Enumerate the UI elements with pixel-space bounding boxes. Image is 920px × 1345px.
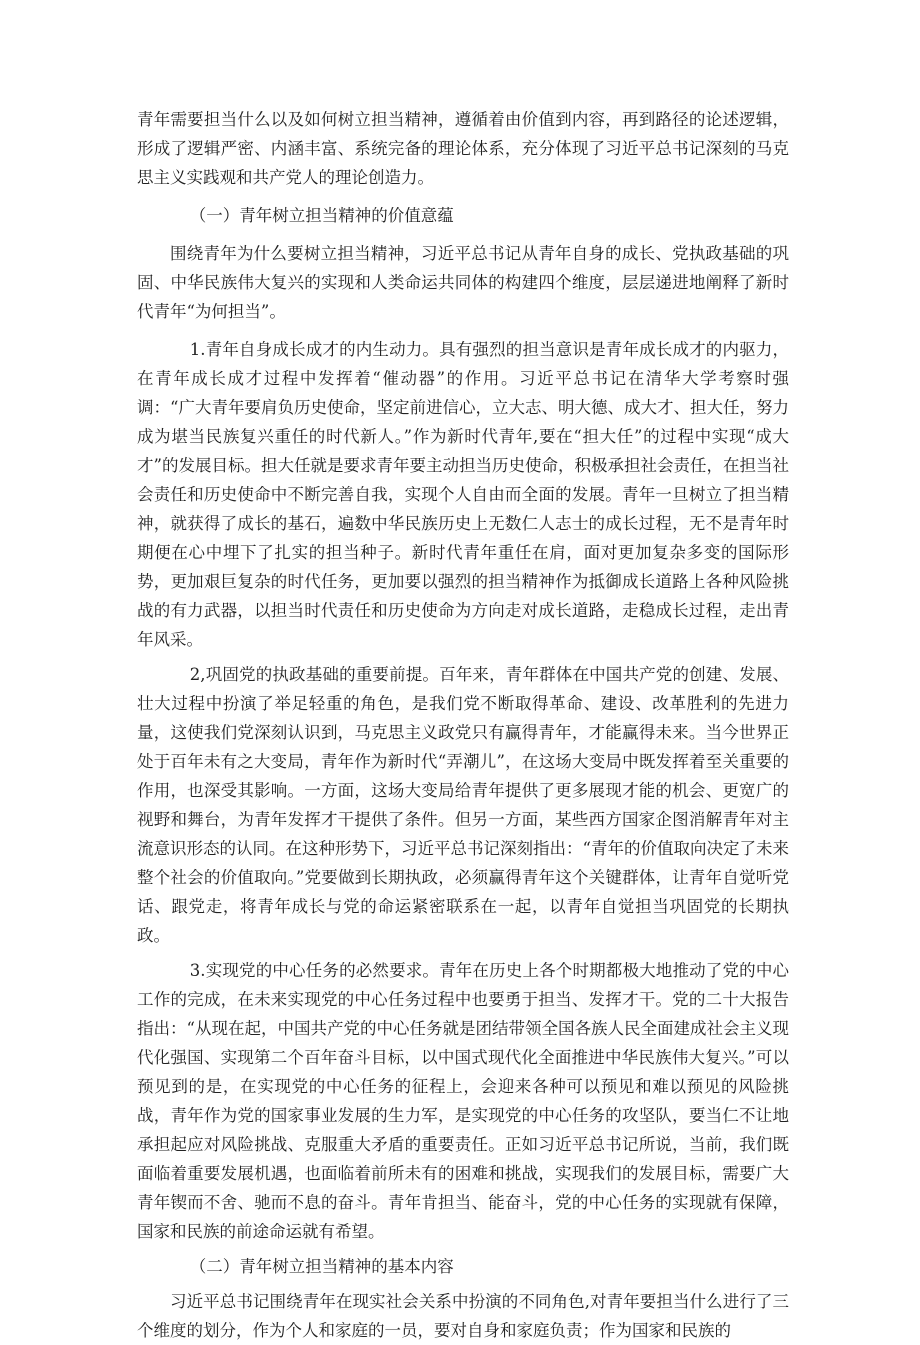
paragraph-point-3: 3.实现党的中心任务的必然要求。青年在历史上各个时期都极大地推动了党的中心工作的完成，在未来实现党的中心任务过程中也要勇于担当、发挥才干。党的二十大报告指出：“从现在起，中国共产党的中心任务就是团结带领全国各族人民全面建成社会主义现代化强国、实现第二个百年奋斗目标，以中国式现代化全面推进中华民族伟大复兴。”可以预见到的是，在实现党的中心任务的征程上，会迎来各种可以预见和难以预见的风险挑战，青年作为党的国家事业发展的生力军，是实现党的中心任务的攻坚队，要当仁不让地承担起应对风险挑战、克服重大矛盾的重要责任。正如习近平总书记所说，当前，我们既面临着重要发展机遇，也面临着前所未有的困难和挑战，实现我们的发展目标，需要广大青年锲而不舍、驰而不息的奋斗。青年肯担当、能奋斗，党的中心任务的实现就有保障，国家和民族的前途命运就有希望。 xyxy=(137,961,789,1241)
paragraph-section-1-intro: 围绕青年为什么要树立担当精神，习近平总书记从青年自身的成长、党执政基础的巩固、中华民族伟大复兴的实现和人类命运共同体的构建四个维度，层层递进地阐释了新时代青年“为何担当”。 xyxy=(137,244,789,321)
paragraph-point-2: 2,巩固党的执政基础的重要前提。百年来，青年群体在中国共产党的创建、发展、壮大过程中扮演了举足轻重的角色，是我们党不断取得革命、建设、改革胜利的先进力量，这使我们党深刻认识到，马克思主义政党只有赢得青年，才能赢得未来。当今世界正处于百年未有之大变局，青年作为新时代“弄潮儿”，在这场大变局中既发挥着至关重要的作用，也深受其影响。一方面，这场大变局给青年提供了更多展现才能的机会、更宽广的视野和舞台，为青年发挥才干提供了条件。但另一方面，某些西方国家企图消解青年对主流意识形态的认同。在这种形势下，习近平总书记深刻指出：“青年的价值取向决定了未来整个社会的价值取向。”党要做到长期执政，必须赢得青年这个关键群体，让青年自觉听党话、跟党走，将青年成长与党的命运紧密联系在一起，以青年自觉担当巩固党的长期执政。 xyxy=(137,665,789,945)
section-heading-value: （一）青年树立担当精神的价值意蕴 xyxy=(189,206,454,225)
section-heading-content: （二）青年树立担当精神的基本内容 xyxy=(189,1257,454,1276)
paragraph-point-1: 1.青年自身成长成才的内生动力。具有强烈的担当意识是青年成长成才的内驱力，在青年成长成才过程中发挥着“催动器”的作用。习近平总书记在清华大学考察时强调：“广大青年要肩负历史使命，坚定前进信心，立大志、明大德、成大才、担大任，努力成为堪当民族复兴重任的时代新人。”作为新时代青年,要在“担大任”的过程中实现“成大才”的发展目标。担大任就是要求青年要主动担当历史使命，积极承担社会责任，在担当社会责任和历史使命中不断完善自我，实现个人自由而全面的发展。青年一旦树立了担当精神，就获得了成长的基石，遍数中华民族历史上无数仁人志士的成长过程，无不是青年时期便在心中埋下了扎实的担当种子。新时代青年重任在肩，面对更加复杂多变的国际形势，更加艰巨复杂的时代任务，更加要以强烈的担当精神作为抵御成长道路上各种风险挑战的有力武器，以担当时代责任和历史使命为方向走对成长道路，走稳成长过程，走出青年风采。 xyxy=(137,340,789,649)
paragraph-intro-continuation: 青年需要担当什么以及如何树立担当精神，遵循着由价值到内容，再到路径的论述逻辑，形成了逻辑严密、内涵丰富、系统完备的理论体系，充分体现了习近平总书记深刻的马克思主义实践观和共产党人的理论创造力。 xyxy=(137,110,789,187)
document-page xyxy=(137,105,789,1345)
paragraph-section-2-intro: 习近平总书记围绕青年在现实社会关系中扮演的不同角色,对青年要担当什么进行了三个维度的划分，作为个人和家庭的一员，要对自身和家庭负责；作为国家和民族的 xyxy=(137,1292,789,1340)
